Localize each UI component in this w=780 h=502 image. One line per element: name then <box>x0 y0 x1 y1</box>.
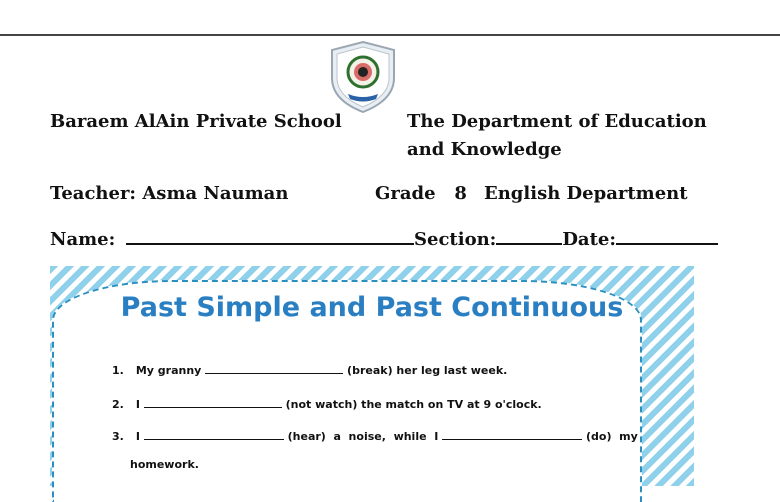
exercise-text: I <box>135 398 140 411</box>
exercise-text: (break) her leg last week. <box>347 364 508 377</box>
section-field-row <box>414 225 718 254</box>
answer-blank[interactable] <box>442 428 582 440</box>
worksheet-title: Past Simple and Past Continuous <box>120 292 624 323</box>
english-department-label: English Department <box>484 183 688 204</box>
section-label: Section: <box>414 229 497 250</box>
exercise-text: My granny <box>135 364 202 377</box>
department-line-2: and Knowledge <box>407 139 562 160</box>
section-blank[interactable] <box>496 225 562 245</box>
department-line-1: The Department of Education <box>407 111 707 132</box>
exercise-2 <box>112 396 542 411</box>
exercise-1 <box>112 362 507 377</box>
exercise-number: 3. <box>112 430 124 443</box>
school-name: Baraem AlAin Private School <box>50 111 342 132</box>
grade-label: Grade 8 <box>375 183 467 204</box>
name-field-row <box>50 225 414 254</box>
exercise-number: 1. <box>112 364 124 377</box>
exercise-number: 2. <box>112 398 124 411</box>
exercise-text: (hear) a noise, while I <box>287 430 439 443</box>
exercise-text: (not watch) the match on TV at 9 o'clock. <box>285 398 542 411</box>
exercise-3 <box>112 428 638 443</box>
date-blank[interactable] <box>616 225 718 245</box>
exercise-text: (do) my <box>586 430 638 443</box>
answer-blank[interactable] <box>144 428 284 440</box>
name-blank[interactable] <box>126 225 414 245</box>
name-label: Name: <box>50 229 116 250</box>
teacher-name: Teacher: Asma Nauman <box>50 183 289 204</box>
date-label: Date: <box>562 229 616 250</box>
answer-blank[interactable] <box>144 396 282 408</box>
school-crest-icon <box>324 38 402 116</box>
top-rule <box>0 34 780 36</box>
exercise-3-continuation: homework. <box>130 458 199 471</box>
answer-blank[interactable] <box>205 362 343 374</box>
exercise-text: I <box>135 430 140 443</box>
